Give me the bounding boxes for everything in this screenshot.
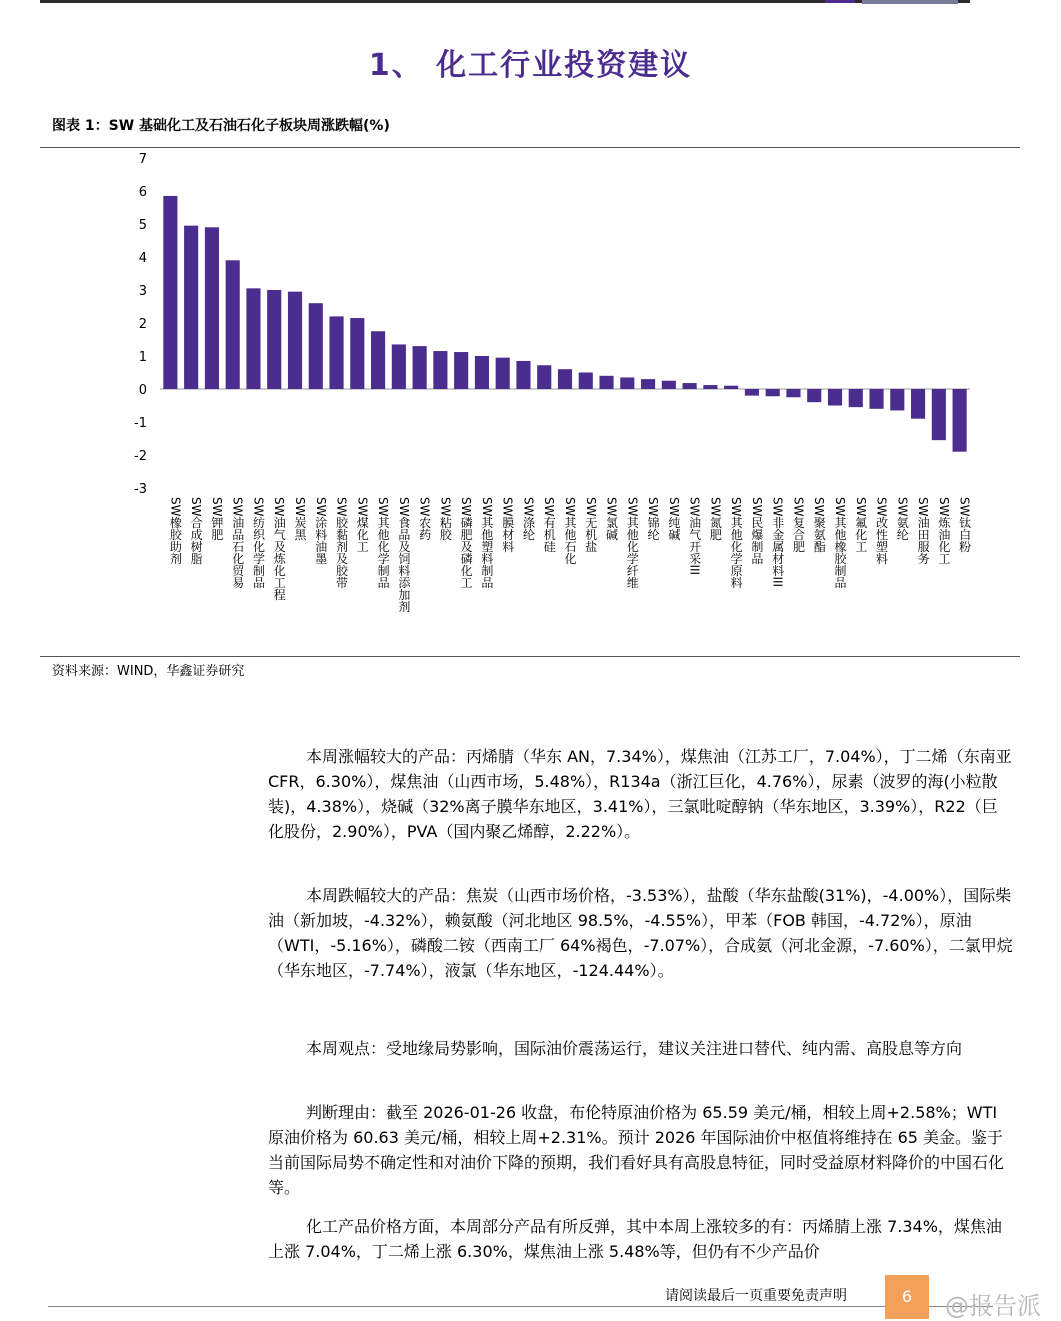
bar [246,288,260,389]
category-label: SW纺织化学制品 [251,497,266,589]
category-label: SW氨纶 [895,497,910,541]
bar [516,361,530,389]
category-label: SW膜材料 [500,497,515,553]
bar [869,389,883,409]
y-tick-label: 1 [138,350,147,365]
bar [599,376,613,389]
category-label: SW合成树脂 [189,497,204,565]
category-label: SW锦纶 [646,497,661,541]
footer-rule [48,1306,993,1307]
category-label: SW非金属材料III [770,497,785,588]
bar [828,389,842,406]
bar [288,292,302,389]
bar [454,352,468,389]
bar [558,369,572,389]
bar [849,389,863,407]
category-label: SW氮肥 [708,497,723,541]
category-label: SW涂料油墨 [313,497,328,565]
bar [683,383,697,389]
category-label: SW油气及炼化工程 [272,497,287,601]
figure-source: 资料来源：WIND，华鑫证券研究 [52,664,245,679]
section-title: 1、 化工行业投资建议 [368,48,693,83]
bar [786,389,800,397]
y-tick-label: -3 [134,482,147,497]
bar [433,351,447,389]
y-tick-label: 3 [138,284,147,299]
bar [496,358,510,389]
bar [184,226,198,389]
category-label: SW油田服务 [916,497,931,565]
bar [703,385,717,389]
paragraph-prices: 化工产品价格方面，本周部分产品有所反弹，其中本周上涨较多的有：丙烯腈上涨 7.34%，煤焦油上涨 7.04%，丁二烯上涨 6.30%，煤焦油上涨 5.48%等，但仍有不少产品价 [268,1217,1002,1261]
category-label: SW有机硅 [542,497,557,553]
bar [890,389,904,410]
category-label: SW民爆制品 [749,497,764,565]
category-label: SW煤化工 [355,497,370,553]
category-label: SW纯碱 [666,497,681,541]
category-label: SW氟化工 [853,497,868,553]
bar [953,389,967,452]
paragraph-losers: 本周跌幅较大的产品：焦炭（山西市场价格，-3.53%），盐酸（华东盐酸(31%)，-4.00%），国际柴油（新加坡，-4.32%），赖氨酸（河北地区 98.5%，-4.55%），甲苯（FOB 韩国，-4.72%），原油（WTI，-5.16%），磷酸二铵（西南工厂 64%褐色，-7.07%），合成氨（河北金源，-7.60%），二氯甲烷（华东地区，-7.74%），液氯（华东地区，-124.44%）。 [268,886,1013,980]
bar [579,373,593,390]
chart-bottom-rule [40,656,1020,657]
y-tick-label: -1 [134,416,147,431]
bar [807,389,821,402]
category-label: SW其他化学纤维 [625,497,640,589]
category-label: SW无机盐 [583,497,598,553]
bar [413,346,427,389]
category-label: SW油气开采III [687,497,702,576]
category-label: SW改性塑料 [874,497,889,565]
category-label: SW氯碱 [604,497,619,541]
bar [662,381,676,389]
watermark: @报告派 [945,1292,1041,1320]
category-label: SW炭黑 [293,497,307,541]
bar [745,389,759,396]
category-label: SW钛白粉 [957,497,972,553]
bar [226,260,240,389]
y-tick-label: 5 [138,218,147,233]
bar-chart [40,148,1020,656]
y-tick-label: 7 [138,152,147,167]
category-label: SW聚氨酯 [812,497,827,553]
bar [537,365,551,389]
bar [205,227,219,389]
bar [329,316,343,389]
y-tick-label: 6 [138,185,147,200]
bar [620,377,634,389]
category-label: SW食品及饲料添加剂 [396,497,411,613]
category-label: SW钾肥 [209,497,224,541]
paragraph-gainers: 本周涨幅较大的产品：丙烯腈（华东 AN，7.34%），煤焦油（江苏工厂，7.04%），丁二烯（东南亚 CFR，6.30%），煤焦油（山西市场，5.48%），R134a（浙江巨化，4.76%），尿素（波罗的海(小粒散装)，4.38%），烧碱（32%离子膜华东地区，3.41%），三氯吡啶醇钠（华东地区，3.39%），R22（巨化股份，2.90%），PVA（国内聚乙烯醇，2.22%）。 [268,747,1012,841]
paragraph-reason: 判断理由：截至 2026-01-26 收盘，布伦特原油价格为 65.59 美元/桶，相较上周+2.58%；WTI 原油价格为 60.63 美元/桶，相较上周+2.31%。预计 2026 年国际油价中枢值将维持在 65 美金。鉴于当前国际局势不确定性和对油价下降的预期，我们看好具有高股息特征，同时受益原材料降价的中国石化等。 [268,1103,1005,1197]
header-accent [825,0,855,3]
category-label: SW磷肥及磷化工 [459,497,474,589]
header-logo-strip [862,0,958,4]
bar [911,389,925,419]
bar [371,331,385,389]
category-label: SW农药 [417,497,432,541]
category-label: SW涤纶 [521,497,536,541]
category-label: SW橡胶助剂 [168,497,183,565]
y-tick-label: 0 [138,383,147,398]
footer-disclaimer: 请阅读最后一页重要免责声明 [665,1288,847,1304]
category-label: SW其他橡胶制品 [833,497,847,589]
category-label: SW炼油化工 [936,497,951,565]
category-label: SW其他化学原料 [729,497,744,589]
figure-caption: 图表 1：SW 基础化工及石油石化子板块周涨跌幅(%) [52,118,390,134]
bar [392,344,406,389]
paragraph-view: 本周观点：受地缘局势影响，国际油价震荡运行，建议关注进口替代、纯内需、高股息等方向 [306,1039,963,1058]
bar [932,389,946,440]
category-label: SW其他化学制品 [376,497,391,589]
bar [724,386,738,389]
category-label: SW其他塑料制品 [479,497,494,589]
bar [475,356,489,389]
page-number: 6 [885,1275,929,1319]
bar [309,303,323,389]
category-label: SW油品石化贸易 [230,497,245,589]
category-label: SW粘胶 [438,497,453,541]
bar [766,389,780,396]
category-label: SW复合肥 [791,497,806,553]
y-tick-label: 4 [138,251,147,266]
y-tick-label: 2 [138,317,147,332]
y-tick-label: -2 [134,449,147,464]
bar [163,196,177,389]
bar [641,379,655,389]
category-label: SW胶黏剂及胶带 [334,497,349,589]
bar [267,290,281,389]
bar [350,318,364,389]
category-label: SW其他石化 [563,497,577,565]
